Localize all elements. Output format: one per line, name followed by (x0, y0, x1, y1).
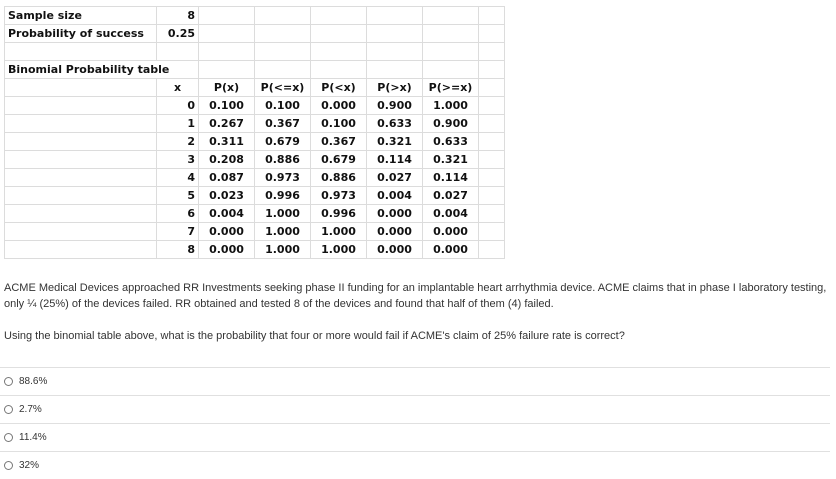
prob-cell: 0.367 (311, 133, 367, 151)
prob-cell: 0.679 (255, 133, 311, 151)
prob-cell: 0.000 (423, 241, 479, 259)
prob-cell: 0.633 (367, 115, 423, 133)
question-text (4, 280, 830, 344)
prob-cell: 0.900 (367, 97, 423, 115)
prob-cell: 0.679 (311, 151, 367, 169)
prob-cell: 0.114 (423, 169, 479, 187)
prob-cell: 0.023 (199, 187, 255, 205)
sample-size-value: 8 (157, 7, 199, 25)
binomial-grid (4, 6, 505, 259)
prob-cell: 1.000 (255, 241, 311, 259)
header-p-gt: P(>x) (367, 79, 423, 97)
prob-cell: 0.027 (423, 187, 479, 205)
answer-option[interactable] (0, 367, 830, 395)
table-row (5, 169, 505, 187)
prob-cell: 1.000 (311, 241, 367, 259)
prob-cell: 0.900 (423, 115, 479, 133)
prob-cell: 0.000 (311, 97, 367, 115)
prob-cell: 0.000 (199, 241, 255, 259)
prob-cell: 0.267 (199, 115, 255, 133)
prob-cell: 0.311 (199, 133, 255, 151)
question-prompt: Using the binomial table above, what is the probability that four or more would fail if ACME's claim of 25% failure rate is correct? (4, 330, 625, 342)
x-cell: 7 (157, 223, 199, 241)
table-header-row (5, 79, 505, 97)
table-row (5, 223, 505, 241)
prob-cell: 0.100 (311, 115, 367, 133)
prob-cell: 0.004 (367, 187, 423, 205)
table-row (5, 187, 505, 205)
prob-cell: 0.633 (423, 133, 479, 151)
prob-cell: 0.100 (255, 97, 311, 115)
table-row (5, 115, 505, 133)
option-label: 32% (19, 460, 40, 471)
header-p-le: P(<=x) (255, 79, 311, 97)
prob-cell: 0.996 (311, 205, 367, 223)
answer-option[interactable] (0, 395, 830, 423)
probability-value: 0.25 (157, 25, 199, 43)
table-row (5, 205, 505, 223)
prob-cell: 1.000 (423, 97, 479, 115)
prob-cell: 1.000 (311, 223, 367, 241)
option-label: 88.6% (19, 376, 48, 387)
spreadsheet (4, 6, 505, 259)
x-cell: 6 (157, 205, 199, 223)
option-label: 11.4% (19, 432, 47, 443)
header-px: P(x) (199, 79, 255, 97)
prob-cell: 0.114 (367, 151, 423, 169)
prob-cell: 0.004 (199, 205, 255, 223)
sample-size-row (5, 7, 505, 25)
table-row (5, 241, 505, 259)
option-label: 2.7% (19, 404, 42, 415)
prob-cell: 0.000 (199, 223, 255, 241)
prob-cell: 0.973 (311, 187, 367, 205)
prob-cell: 0.000 (423, 223, 479, 241)
x-cell: 2 (157, 133, 199, 151)
prob-cell: 0.996 (255, 187, 311, 205)
x-cell: 1 (157, 115, 199, 133)
prob-cell: 0.004 (423, 205, 479, 223)
table-row (5, 151, 505, 169)
header-p-lt: P(<x) (311, 79, 367, 97)
header-p-ge: P(>=x) (423, 79, 479, 97)
probability-label: Probability of success (5, 25, 157, 43)
probability-row (5, 25, 505, 43)
x-cell: 5 (157, 187, 199, 205)
table-title-row (5, 61, 505, 79)
answer-options (0, 367, 830, 479)
table-row (5, 133, 505, 151)
prob-cell: 0.000 (367, 223, 423, 241)
x-cell: 4 (157, 169, 199, 187)
radio-icon[interactable] (4, 461, 13, 470)
prob-cell: 0.000 (367, 241, 423, 259)
table-title: Binomial Probability table (5, 61, 199, 79)
prob-cell: 1.000 (255, 223, 311, 241)
radio-icon[interactable] (4, 377, 13, 386)
sample-size-label: Sample size (5, 7, 157, 25)
prob-cell: 0.886 (311, 169, 367, 187)
answer-option[interactable] (0, 451, 830, 479)
prob-cell: 1.000 (255, 205, 311, 223)
prob-cell: 0.027 (367, 169, 423, 187)
prob-cell: 0.100 (199, 97, 255, 115)
x-cell: 3 (157, 151, 199, 169)
prob-cell: 0.321 (423, 151, 479, 169)
prob-cell: 0.886 (255, 151, 311, 169)
prob-cell: 0.087 (199, 169, 255, 187)
prob-cell: 0.208 (199, 151, 255, 169)
x-cell: 0 (157, 97, 199, 115)
prob-cell: 0.000 (367, 205, 423, 223)
prob-cell: 0.367 (255, 115, 311, 133)
header-x: x (157, 79, 199, 97)
radio-icon[interactable] (4, 405, 13, 414)
x-cell: 8 (157, 241, 199, 259)
table-row (5, 97, 505, 115)
answer-option[interactable] (0, 423, 830, 451)
prob-cell: 0.973 (255, 169, 311, 187)
prob-cell: 0.321 (367, 133, 423, 151)
scenario-paragraph: ACME Medical Devices approached RR Investments seeking phase II funding for an implantable heart arrhythmia device. ACME claims that in phase I laboratory testing, only ¼ (25%) of the devices failed. RR obtained and tested 8 of the devices and found that half of them (4) failed. (4, 282, 827, 310)
radio-icon[interactable] (4, 433, 13, 442)
